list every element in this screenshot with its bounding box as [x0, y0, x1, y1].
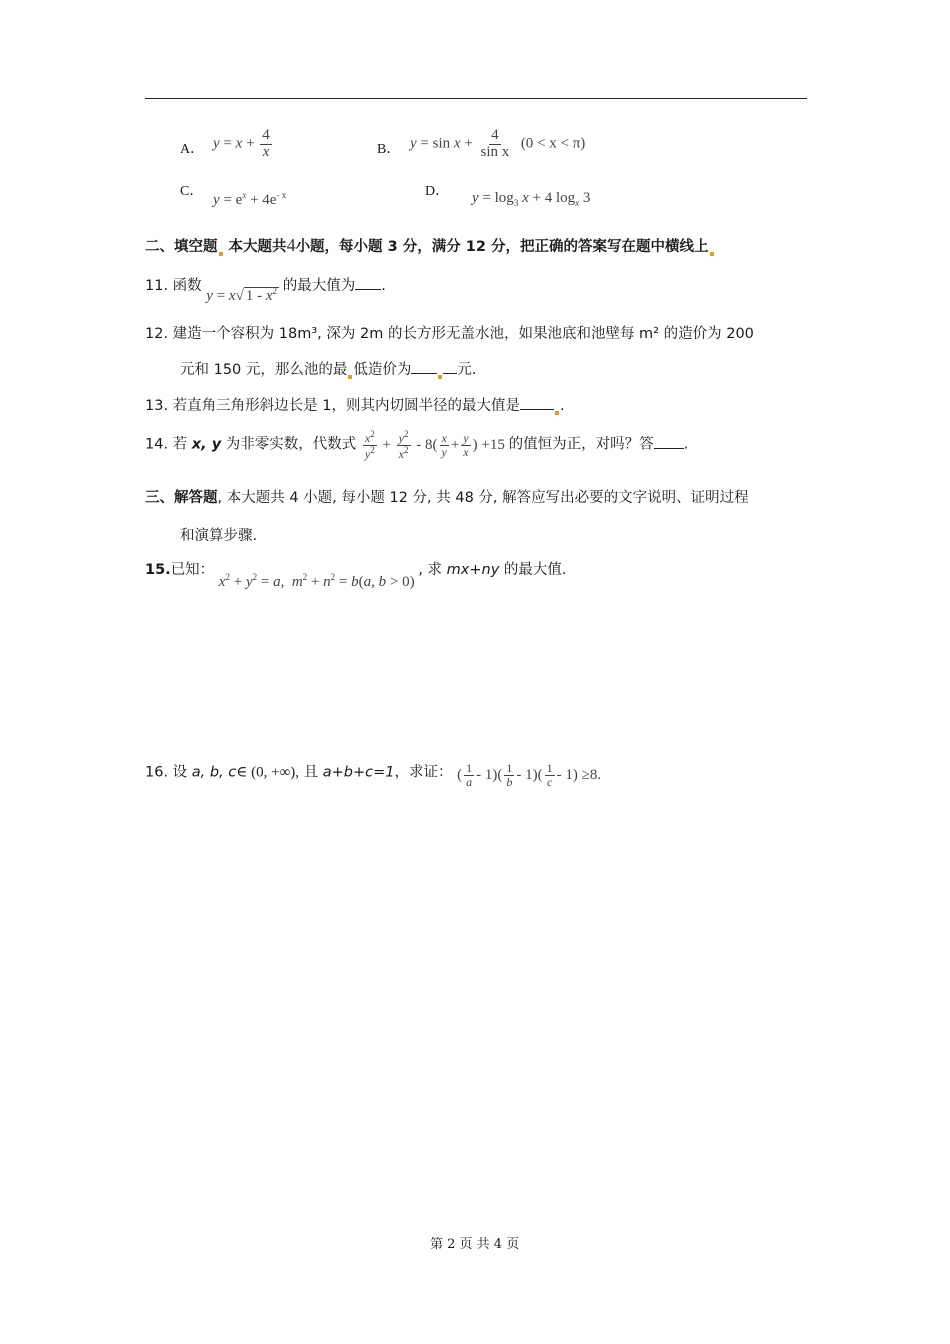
question-13: 13. 若直角三角形斜边长是 1，则其内切圆半径的最大值是 .	[145, 398, 565, 414]
question-12-line1: 12. 建造一个容积为 18m³, 深为 2m 的长方形无盖水池，如果池底和池壁每 m² 的造价为 200	[145, 326, 754, 342]
page-footer: 第 2 页 共 4 页	[430, 1237, 520, 1252]
option-d-formula: $y = \log_3 x + 4$ $\log_x 3$	[472, 190, 591, 208]
q14-formula: $\frac{x^2}{y^2}$ + $\frac{y^2}{x^2}$ - 8( $\frac{x}{y}$ + $\frac{y}{x}$ ) +15	[364, 429, 509, 461]
header-rule	[145, 98, 807, 99]
q11-formula: y = x√ $1 - x^2$	[206, 286, 277, 304]
option-d-label: D．	[425, 184, 450, 199]
question-11: 11. 函数 y = x√ $1 - x^2$ 的最大值为 .	[145, 278, 386, 304]
section-3-heading-line2: 和演算步骤.	[180, 528, 258, 544]
option-b-label: B．	[377, 142, 401, 157]
option-c-label: C．	[180, 184, 204, 199]
question-16: 16. 设 a, b, c∈ (0, +∞), 且 a+b+c=1，求证： ( $\frac{1}{a}$ - 1)( $\frac{1}{b}$ - 1)( $\frac{1}{c}$ - 1) ≥8.	[145, 761, 602, 789]
option-a-formula: y = x + $\frac{4}{x}$	[213, 127, 270, 160]
option-a-label: A．	[180, 142, 205, 157]
question-12-line2: 元和 150 元，那么池的最 低造价为 元.	[180, 362, 477, 378]
question-14: 14. 若 x, y 为非零实数，代数式 $\frac{x^2}{y^2}$ + $\frac{y^2}{x^2}$ - 8( $\frac{x}{y}$ + $\frac{y}{x}$ ) +15 的值恒为正，对吗？答 .	[145, 429, 689, 461]
question-15: 15.已知： $x^2 + y^2 = a$, $m^2 + n^2 = b(a$, b > 0) , 求 mx+ny 的最大值.	[145, 562, 567, 590]
section-3-heading-line1: 三、解答题, 本大题共 4 小题, 每小题 12 分, 共 48 分, 解答应写出必要的文字说明、证明过程	[145, 490, 749, 506]
option-c-formula: $y = e^x + 4e^{- x}$	[213, 190, 287, 208]
q15-formula: $x^2 + y^2 = a$, $m^2 + n^2 = b(a$, b > 0)	[218, 572, 419, 590]
q16-formula: ( $\frac{1}{a}$ - 1)( $\frac{1}{b}$ - 1)( $\frac{1}{c}$ - 1) ≥8.	[457, 761, 602, 789]
section-2-heading: 二、填空题 本大题共4小题，每小题 3 分，满分 12 分，把正确的答案写在题中横线上	[145, 235, 715, 256]
option-b-formula: y = sin x + $\frac{4}{\text{sin x}}$ (0 < x < π)	[410, 127, 586, 160]
